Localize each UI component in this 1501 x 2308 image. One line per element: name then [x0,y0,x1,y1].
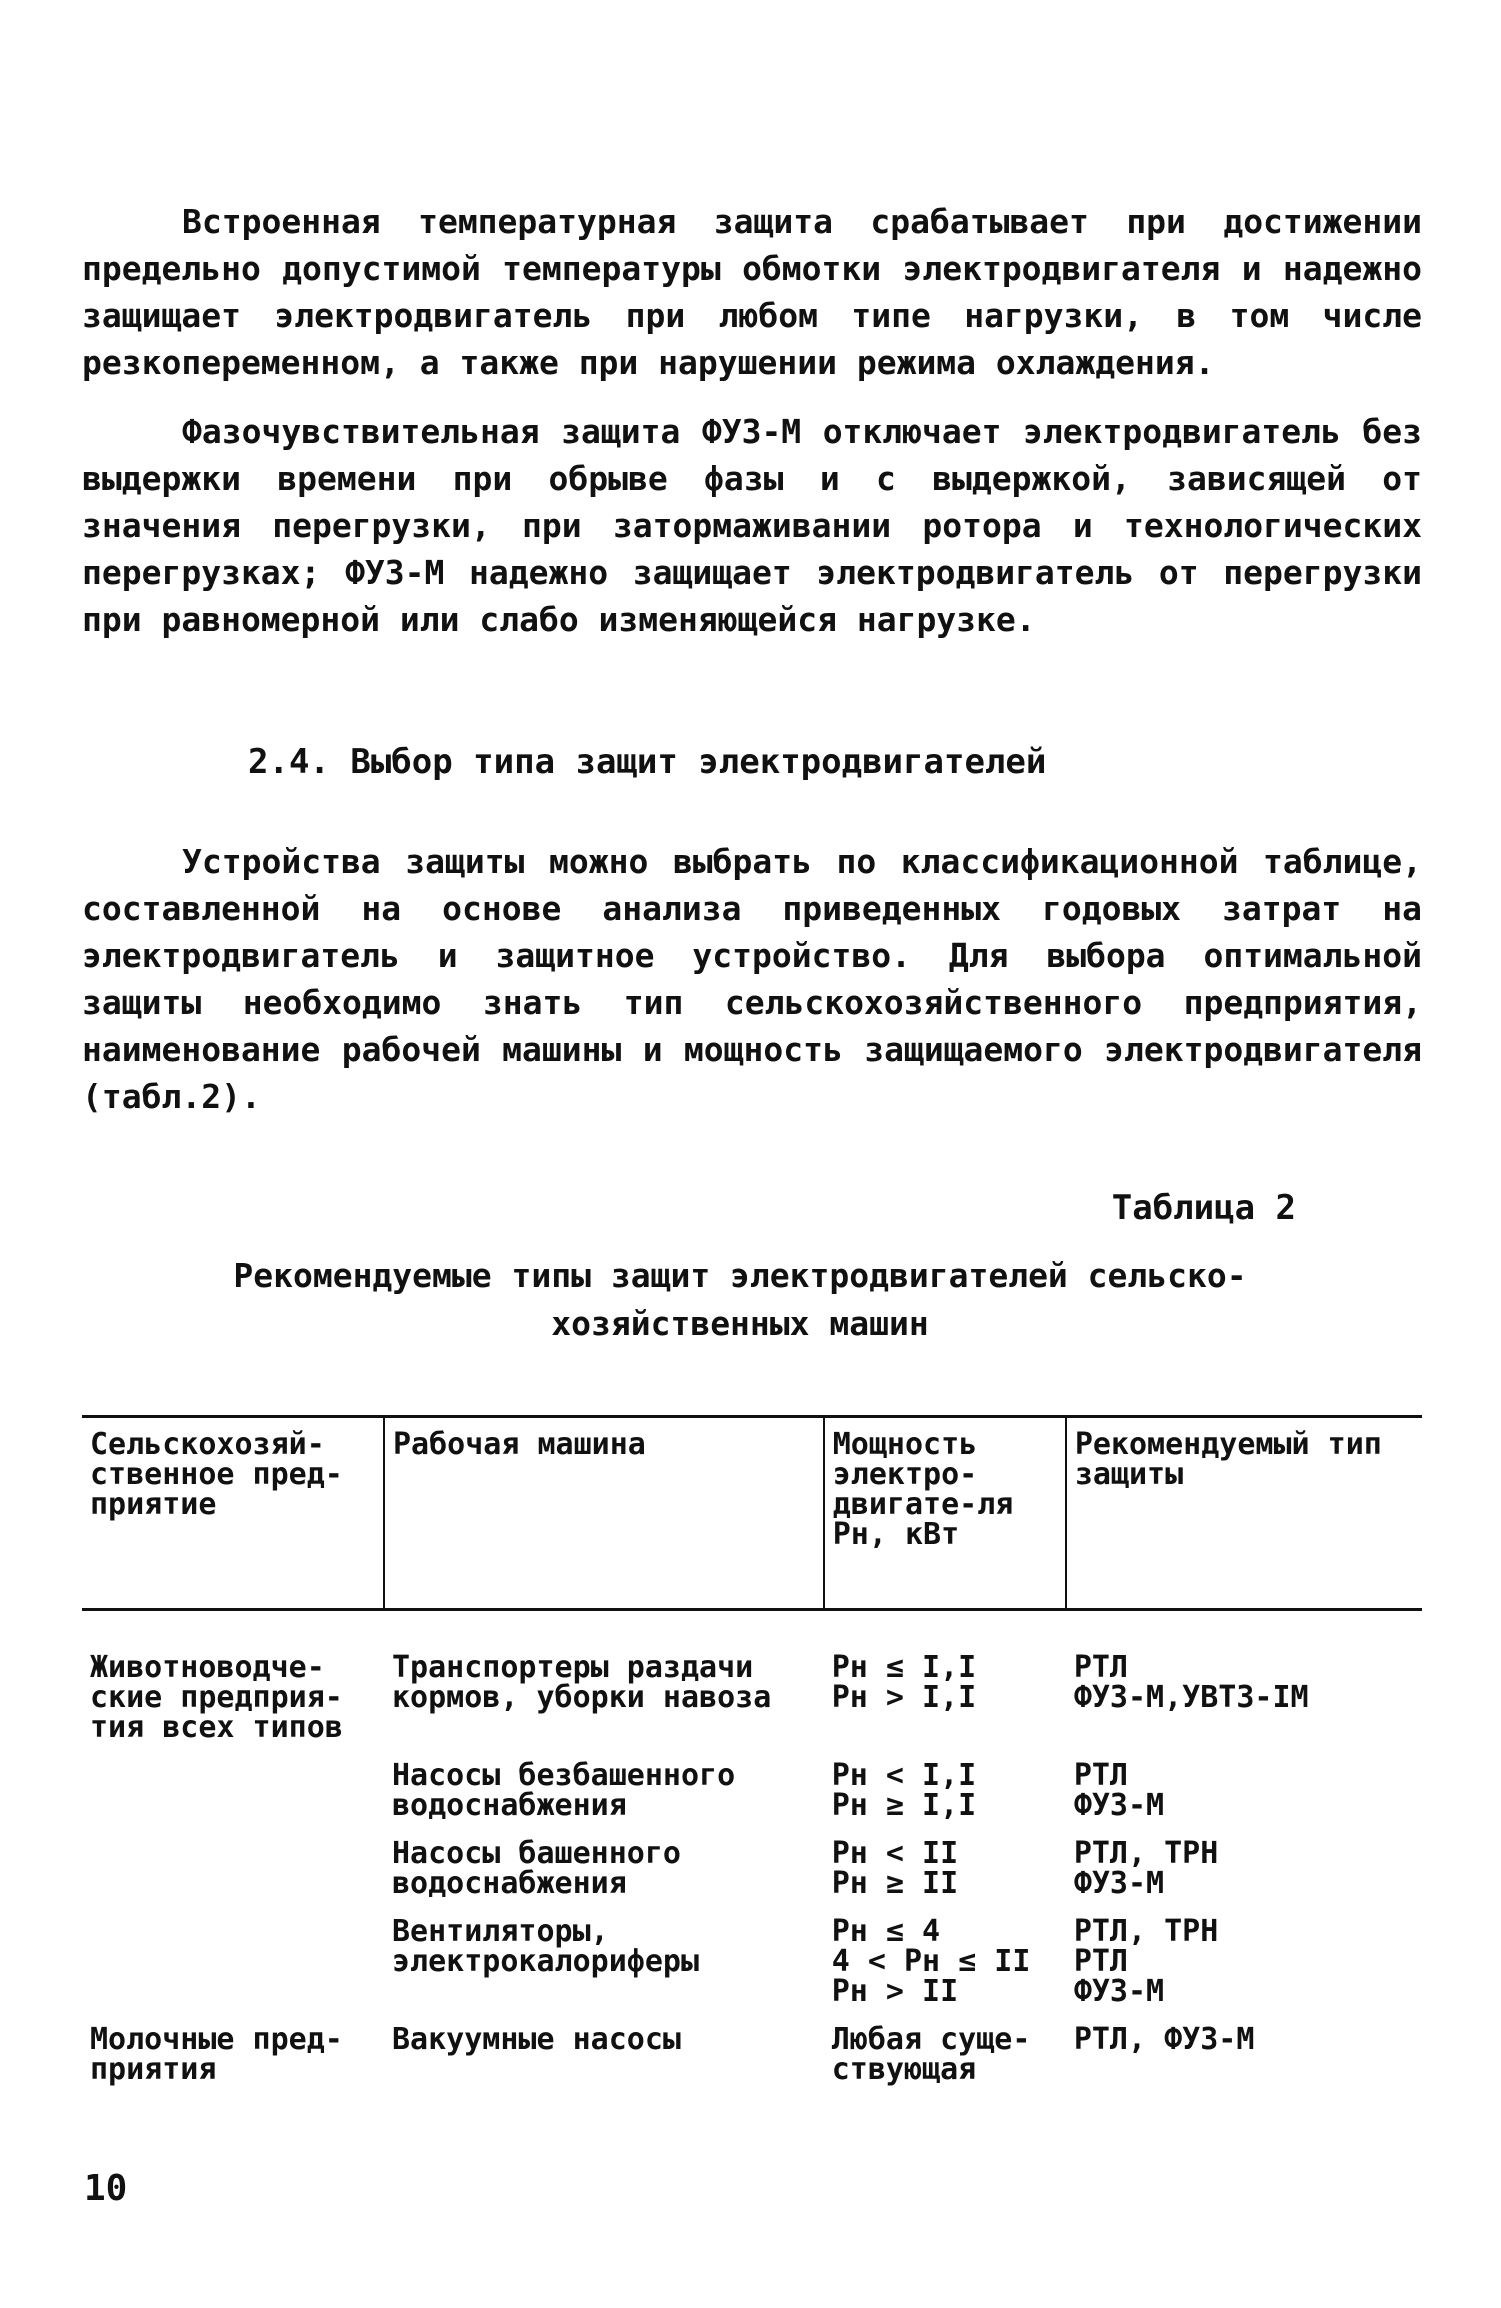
protection-line: РТЛ [1073,1944,1128,1979]
recommended-protection-table [82,1415,1422,2099]
power-line: Рн ≤ I,I [831,1650,977,1685]
cell-machine: Вакуумные насосы [391,2022,681,2057]
table-label: Таблица 2 [1111,1188,1296,1228]
table-row [82,1757,1422,1835]
table-header-row [82,1417,1422,1610]
table-caption [200,1252,1280,1348]
power-line: Рн ≥ II [831,1866,959,1901]
protection-line: ФУЗ-М,УВТЗ-IМ [1073,1680,1309,1715]
cell-power [824,1835,1066,1913]
power-line: Рн < I,I [831,1758,977,1793]
power-line: Рн ≤ 4 [831,1914,941,1949]
protection-line: ФУЗ-М [1073,1788,1165,1823]
cell-power [824,1757,1066,1835]
protection-line: РТЛ, ТРН [1073,1836,1219,1871]
protection-line: РТЛ, ТРН [1073,1914,1219,1949]
cell-machine: Транспортеры раздачи кормов, уборки навоза [391,1650,772,1715]
header-power: Мощность электро-двигате-ля Рн, кВт [824,1417,1066,1610]
power-line: 4 < Рн ≤ II [831,1944,1031,1979]
cell-power [824,1610,1066,1758]
power-line: Любая суще-ствующая [831,2022,1031,2087]
cell-machine: Вентиляторы, электрокалориферы [391,1914,700,1979]
header-protection: Рекомендуемый тип защиты [1066,1417,1422,1610]
table-caption-line-2: хозяйственных машин [551,1304,929,1343]
cell-enterprise: Молочные пред-приятия [90,2022,343,2087]
paragraph-builtin-thermal-protection: Встроенная температурная защита срабатывает при достижении предельно допустимой температуры обмотки электродвигателя и надежно защищает электродвигатель при любом типе нагрузки, в том числе резкопеременном, а также при нарушении режима охлаждения. [82,202,1422,382]
table-row [82,1913,1422,2021]
cell-protection [1066,1835,1422,1913]
cell-enterprise [82,1835,384,1913]
cell-machine: Насосы безбашенного водоснабжения [391,1758,736,1823]
paragraph-phase-sensitive-protection: Фазочувствительная защита ФУЗ-М отключает электродвигатель без выдержки времени при обрыве фазы и с выдержкой, зависящей от значения перегрузки, при затормаживании ротора и технологических перегрузках; ФУЗ-М надежно защищает электродвигатель от перегрузки при равномерной или слабо изменяющейся нагрузке. [82,412,1422,639]
power-line: Рн ≥ I,I [831,1788,977,1823]
power-line: Рн > II [831,1974,959,2009]
protection-line: РТЛ, ФУЗ-М [1073,2022,1255,2057]
cell-enterprise [82,1913,384,2021]
cell-protection [1066,1757,1422,1835]
table-row [82,1835,1422,1913]
section-heading: 2.4. Выбор типа защит электродвигателей [248,742,1047,782]
cell-enterprise: Животноводче-ские предприя-тия всех типов [90,1650,343,1745]
table-row [82,1610,1422,1758]
paragraph-protection-selection: Устройства защиты можно выбрать по классификационной таблице, составленной на основе анализа приведенных годовых затрат на электродвигатель и защитное устройство. Для выбора оптимальной защиты необходимо знать тип сельскохозяйственного предприятия, наименование рабочей машины и мощность защищаемого электродвигателя (табл.2). [82,842,1422,1116]
protection-line: ФУЗ-М [1073,1866,1165,1901]
cell-enterprise [82,1757,384,1835]
page-number: 10 [84,2168,128,2209]
cell-power [824,2021,1066,2099]
power-line: Рн > I,I [831,1680,977,1715]
protection-line: РТЛ [1073,1650,1128,1685]
table-row [82,2021,1422,2099]
header-enterprise: Сельскохозяй-ственное пред-приятие [82,1417,384,1610]
cell-protection [1066,1610,1422,1758]
cell-protection [1066,2021,1422,2099]
protection-line: ФУЗ-М [1073,1974,1165,2009]
power-line: Рн < II [831,1836,959,1871]
protection-line: РТЛ [1073,1758,1128,1793]
cell-power [824,1913,1066,2021]
cell-protection [1066,1913,1422,2021]
cell-machine: Насосы башенного водоснабжения [391,1836,681,1901]
table-caption-line-1: Рекомендуемые типы защит электродвигателей сельско- [233,1256,1247,1295]
header-machine: Рабочая машина [384,1417,824,1610]
